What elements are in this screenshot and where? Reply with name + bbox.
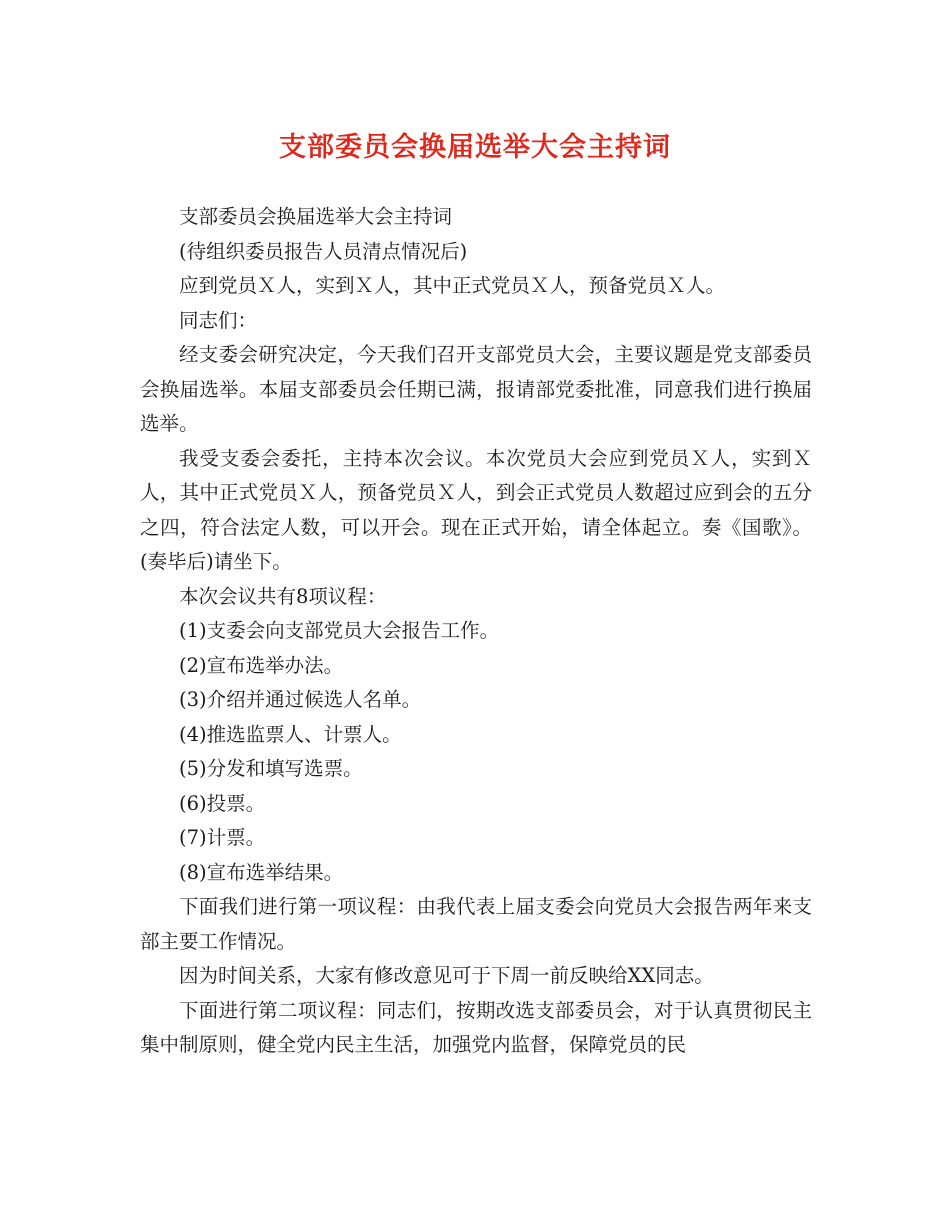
paragraph: 应到党员Ｘ人，实到Ｘ人，其中正式党员Ｘ人，预备党员Ｘ人。 [179,274,726,297]
paragraph: 下面我们进行第一项议程：由我代表上届支委会向党员大会报告两年来支部主要工作情况。 [140,895,812,953]
agenda-item: (4)推选监票人、计票人。 [179,722,402,746]
paragraph: (待组织委员报告人员清点情况后) [179,239,468,263]
paragraph: 支部委员会换届选举大会主持词 [179,205,453,228]
paragraph: 本次会议共有8项议程： [179,584,387,608]
agenda-item: (3)介绍并通过候选人名单。 [179,688,422,711]
document-body [140,200,812,1063]
agenda-item: (2)宣布选举办法。 [179,653,344,677]
paragraph: 下面进行第二项议程：同志们，按期改选支部委员会，对于认真贯彻民主集中制原则，健全党内民主生活，加强党内监督，保障党员的民 [140,998,812,1056]
paragraph: 因为时间关系，大家有修改意见可于下周一前反映给XX同志。 [179,964,714,987]
agenda-item: (8)宣布选举结果。 [179,860,344,884]
paragraph: 我受支委会委托，主持本次会议。本次党员大会应到党员Ｘ人，实到Ｘ人，其中正式党员Ｘ人，预备党员Ｘ人，到会正式党员人数超过应到会的五分之四，符合法定人数，可以开会。现在正式开始，请全体起立。奏《国歌》。(奏毕后)请坐下。 [140,446,812,573]
document-title: 支部委员会换届选举大会主持词 [279,132,671,163]
agenda-item: (5)分发和填写选票。 [179,757,363,780]
agenda-item: (7)计票。 [179,826,266,849]
agenda-item: (1)支委会向支部党员大会报告工作。 [179,619,500,642]
paragraph: 经支委会研究决定，今天我们召开支部党员大会，主要议题是党支部委员会换届选举。本届支部委员会任期已满，报请部党委批准，同意我们进行换届选举。 [140,343,812,435]
agenda-item: (6)投票。 [179,791,266,815]
paragraph: 同志们： [179,308,258,332]
